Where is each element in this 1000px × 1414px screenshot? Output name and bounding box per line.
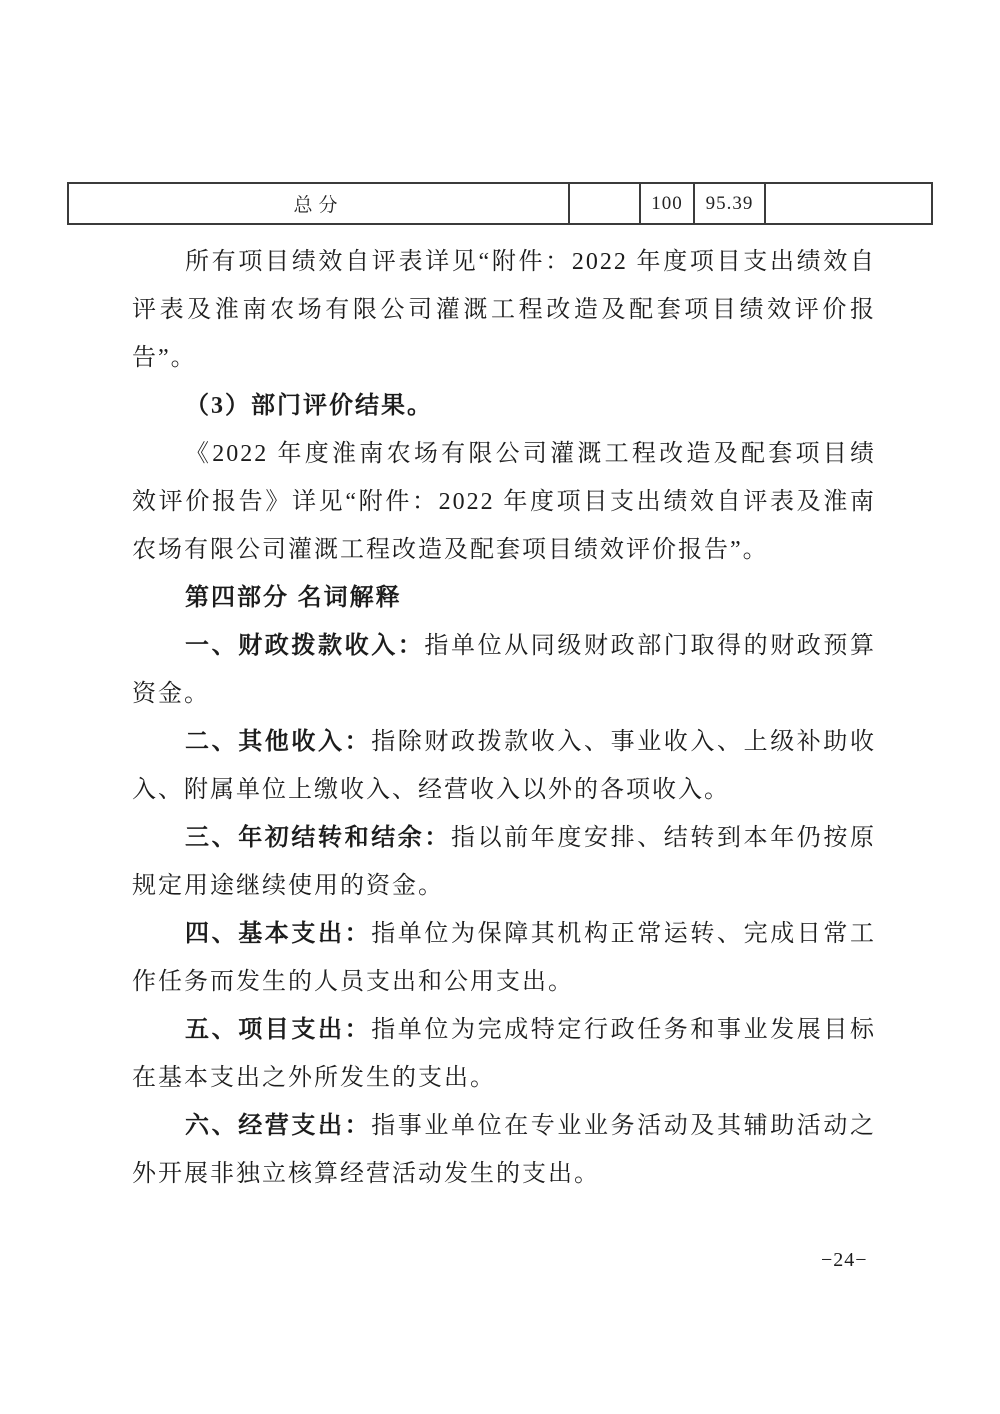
text-line — [132, 766, 876, 814]
line-text: 在基本支出之外所发生的支出。 — [132, 1065, 496, 1091]
line-text: 告”。 — [132, 345, 197, 371]
text-line — [132, 1150, 876, 1198]
text-line — [132, 814, 876, 862]
line-text: 效评价报告》详见“附件：2022 年度项目支出绩效自评表及淮南 — [132, 489, 876, 515]
term-label: 四、基本支出： — [185, 921, 372, 947]
text-line — [132, 670, 876, 718]
section-heading — [132, 574, 876, 622]
text-line — [132, 862, 876, 910]
page-number: −24− — [821, 1249, 868, 1271]
line-text: 指以前年度安排、结转到本年仍按原 — [451, 825, 876, 851]
line-text: 指单位从同级财政部门取得的财政预算 — [424, 633, 877, 659]
term-label: 一、财政拨款收入： — [185, 633, 425, 659]
text-line — [132, 430, 876, 478]
text-line — [132, 1006, 876, 1054]
text-line — [132, 238, 876, 286]
text-line — [132, 526, 876, 574]
table-cell-empty-2 — [766, 184, 931, 223]
line-text: 评表及淮南农场有限公司灌溉工程改造及配套项目绩效评价报 — [132, 297, 876, 323]
body-text — [132, 238, 876, 1198]
term-label: 五、项目支出： — [185, 1017, 372, 1043]
score-table — [67, 182, 933, 225]
text-line — [132, 910, 876, 958]
table-cell-empty-1 — [570, 184, 641, 223]
heading-text: 第四部分 名词解释 — [185, 584, 402, 611]
text-line — [132, 1102, 876, 1150]
table-cell-score: 95.39 — [695, 184, 766, 223]
text-line — [132, 718, 876, 766]
line-text: 《2022 年度淮南农场有限公司灌溉工程改造及配套项目绩 — [185, 441, 876, 467]
heading-text: （3）部门评价结果。 — [185, 393, 433, 419]
text-line — [132, 622, 876, 670]
line-text: 资金。 — [132, 681, 210, 707]
line-text: 外开展非独立核算经营活动发生的支出。 — [132, 1161, 600, 1187]
line-text: 指单位为完成特定行政任务和事业发展目标 — [371, 1017, 877, 1043]
text-line — [132, 958, 876, 1006]
text-line — [132, 334, 876, 382]
line-text: 指事业单位在专业业务活动及其辅助活动之 — [371, 1113, 877, 1139]
table-cell-total-label: 总分 — [69, 184, 570, 223]
line-text: 农场有限公司灌溉工程改造及配套项目绩效评价报告”。 — [132, 537, 769, 563]
term-label: 二、其他收入： — [185, 729, 372, 755]
subsection-heading — [132, 382, 876, 430]
line-text: 指单位为保障其机构正常运转、完成日常工 — [371, 921, 877, 947]
line-text: 入、附属单位上缴收入、经营收入以外的各项收入。 — [132, 777, 730, 803]
line-text: 所有项目绩效自评表详见“附件：2022 年度项目支出绩效自 — [185, 249, 876, 275]
term-label: 三、年初结转和结余： — [185, 825, 451, 851]
term-label: 六、经营支出： — [185, 1113, 372, 1139]
text-line — [132, 478, 876, 526]
text-line — [132, 1054, 876, 1102]
text-line — [132, 286, 876, 334]
table-cell-max-score: 100 — [641, 184, 695, 223]
line-text: 作任务而发生的人员支出和公用支出。 — [132, 969, 574, 995]
line-text: 指除财政拨款收入、事业收入、上级补助收 — [371, 729, 877, 755]
line-text: 规定用途继续使用的资金。 — [132, 873, 444, 899]
